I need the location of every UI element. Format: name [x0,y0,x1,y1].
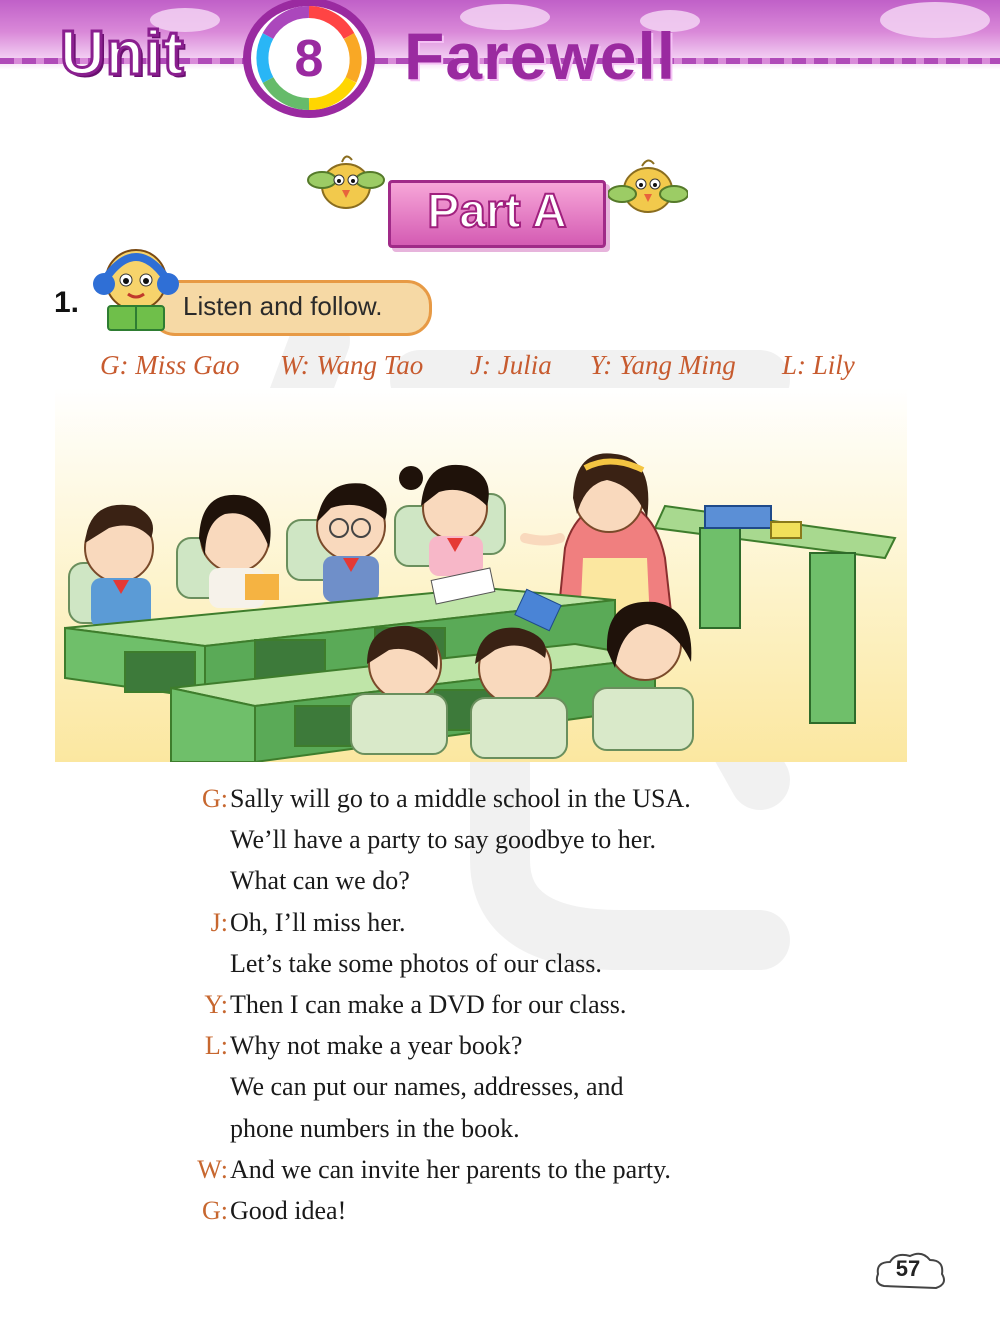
speaker-label: L: [204,1031,228,1061]
classroom-illustration [55,388,907,762]
dialogue-line [180,819,820,860]
speaker-label: J: [210,907,228,937]
character-key-item: L: Lily [782,350,855,380]
dialogue-line [180,1108,820,1149]
dialogue-line [180,1066,820,1107]
speaker-label: G: [202,784,228,813]
activity-number: 1. [54,286,80,319]
dialogue-text: Sally will go to a middle school in the USA. [230,784,691,813]
page-number: 57 [895,1256,921,1281]
speaker-label: Y: [204,989,228,1019]
character-key-item: J: Julia [470,350,552,380]
dialogue-text: Why not make a year book? [230,1031,523,1061]
dialogue-line [180,1025,820,1066]
instruction-pill [150,280,432,336]
unit-number: 8 [294,30,324,88]
bird-icon-left [306,148,386,218]
dialogue-text: Let’s take some photos of our class. [230,948,602,978]
dialogue-line [180,902,820,943]
dialogue-line [180,943,820,984]
instruction-text: Listen and follow. [183,291,383,321]
dialogue-text: What can we do? [230,866,410,896]
dialogue-text: Good idea! [230,1195,347,1225]
part-label-text: Part A [427,185,567,238]
dialogue-text: Then I can make a DVD for our class. [230,989,627,1019]
character-key-item: W: Wang Tao [280,350,424,380]
dialogue-line [180,1190,820,1231]
mascot-headphones-icon [88,240,184,336]
dialogue-text: And we can invite her parents to the party. [230,1154,671,1184]
dialogue-text: We can put our names, addresses, and [230,1072,624,1102]
dialogue-text: We’ll have a party to say goodbye to her. [230,825,657,855]
part-label [388,180,606,248]
dialogue-line [180,984,820,1025]
speaker-label: W: [197,1154,228,1184]
dialogue-line [180,778,820,819]
character-key [100,350,880,386]
unit-word: Unit [60,19,185,88]
unit-number-badge [238,0,380,122]
dialogue-text: phone numbers in the book. [230,1113,520,1143]
character-key-item: Y: Yang Ming [590,350,736,380]
unit-title: Farewell [404,19,677,93]
dialogue-line [180,860,820,901]
unit-header [0,0,1000,130]
speaker-label: G: [202,1195,228,1225]
dialogue-text: Oh, I’ll miss her. [230,907,406,937]
dialogue-line [180,1149,820,1190]
bird-icon-right [608,154,688,224]
dialogue [180,778,820,1231]
character-key-item: G: Miss Gao [100,350,240,380]
